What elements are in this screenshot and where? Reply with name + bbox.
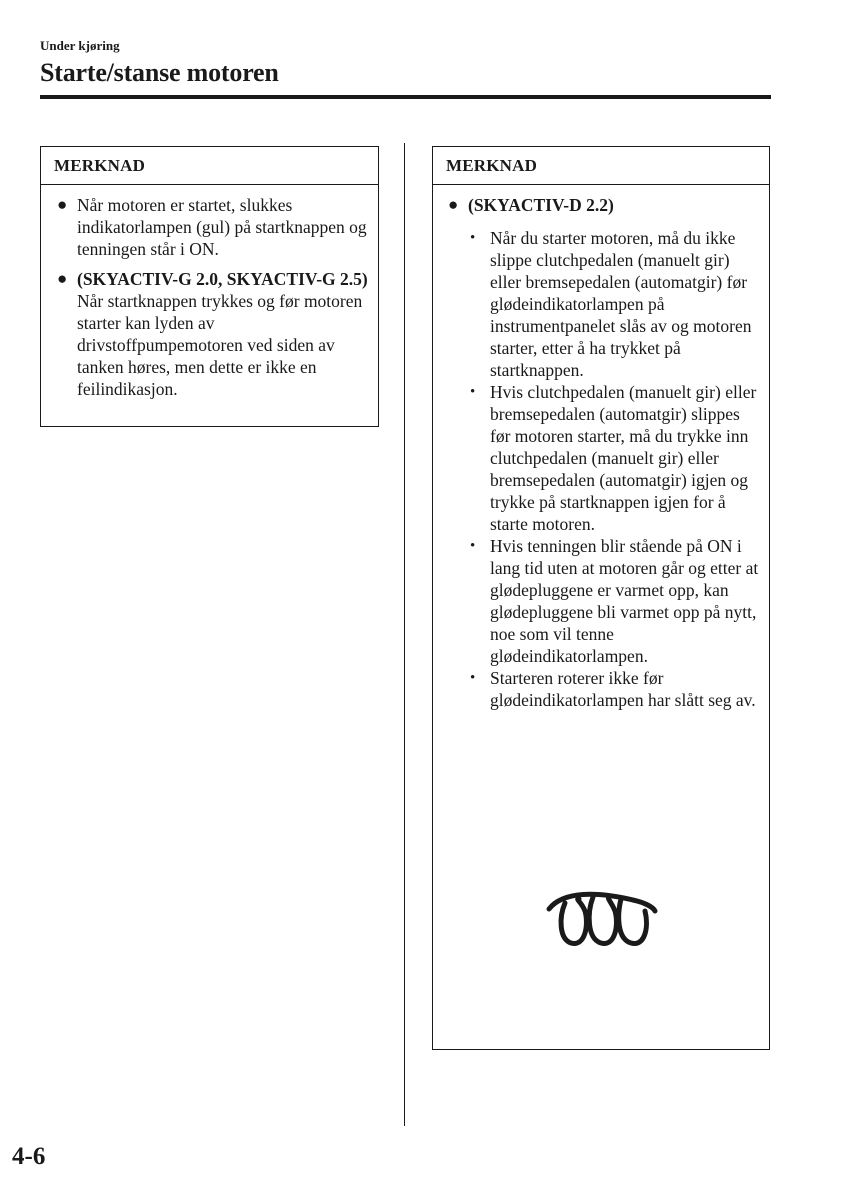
list-item-heading: (SKYACTIV-D 2.2) (468, 195, 614, 215)
sub-list (468, 227, 763, 711)
note-heading: MERKNAD (41, 147, 378, 185)
section-label: Under kjøring (40, 38, 120, 53)
sub-bullet-icon: • (470, 230, 476, 246)
sub-bullet-icon: • (470, 670, 476, 686)
sub-list-item (468, 667, 763, 711)
list-item (446, 194, 763, 711)
list-item-text: Når startknappen trykkes og før motoren starter kan lyden av drivstoffpumpemotoren ved siden av tanken høres, men dette er ikke en feilindikasjon. (77, 291, 363, 399)
sub-bullet-icon: • (470, 538, 476, 554)
page-number: 4-6 (12, 1143, 46, 1170)
sub-bullet-icon: • (470, 384, 476, 400)
list-item (55, 268, 370, 400)
bullet-icon: ● (57, 195, 68, 214)
sub-list-item (468, 535, 763, 667)
list-item (55, 194, 370, 260)
note-heading: MERKNAD (433, 147, 769, 185)
bullet-icon: ● (57, 269, 68, 288)
list-item-heading: (SKYACTIV-G 2.0, SKYACTIV-G 2.5) (77, 269, 368, 289)
note-box-left (40, 146, 379, 427)
note-body (41, 185, 378, 400)
note-body (433, 185, 769, 711)
sub-list-item-text: Hvis clutchpedalen (manuelt gir) eller bremsepedalen (automatgir) slippes før motoren starter, må du trykke inn clutchpedalen (manuelt gir) eller bremsepedalen (automatgir) igjen og trykke på startknappen igjen for å starte motoren. (490, 382, 757, 534)
bullet-icon: ● (448, 195, 459, 214)
sub-list-item-text: Hvis tenningen blir stående på ON i lang tid uten at motoren går og etter at glødepluggene er varmet opp, kan glødepluggene bli varmet opp på nytt, noe som vil tenne glødeindikatorlampen. (490, 536, 759, 666)
title-rule (40, 95, 771, 99)
sub-list-item (468, 227, 763, 381)
sub-list-item-text: Starteren roterer ikke før glødeindikatorlampen har slått seg av. (490, 668, 756, 710)
page-title: Starte/stanse motoren (40, 58, 279, 87)
sub-list-item (468, 381, 763, 535)
glow-plug-indicator-icon (545, 887, 659, 951)
sub-list-item-text: Når du starter motoren, må du ikke slippe clutchpedalen (manuelt gir) eller bremsepedalen (automatgir) før glødeindikatorlampen på instrumentpanelet slås av og motoren starter, etter å ha trykket på startknappen. (490, 228, 752, 380)
list-item-text: Når motoren er startet, slukkes indikatorlampen (gul) på startknappen og tenningen står i ON. (77, 195, 367, 259)
column-divider (404, 143, 405, 1126)
note-box-right (432, 146, 770, 1050)
